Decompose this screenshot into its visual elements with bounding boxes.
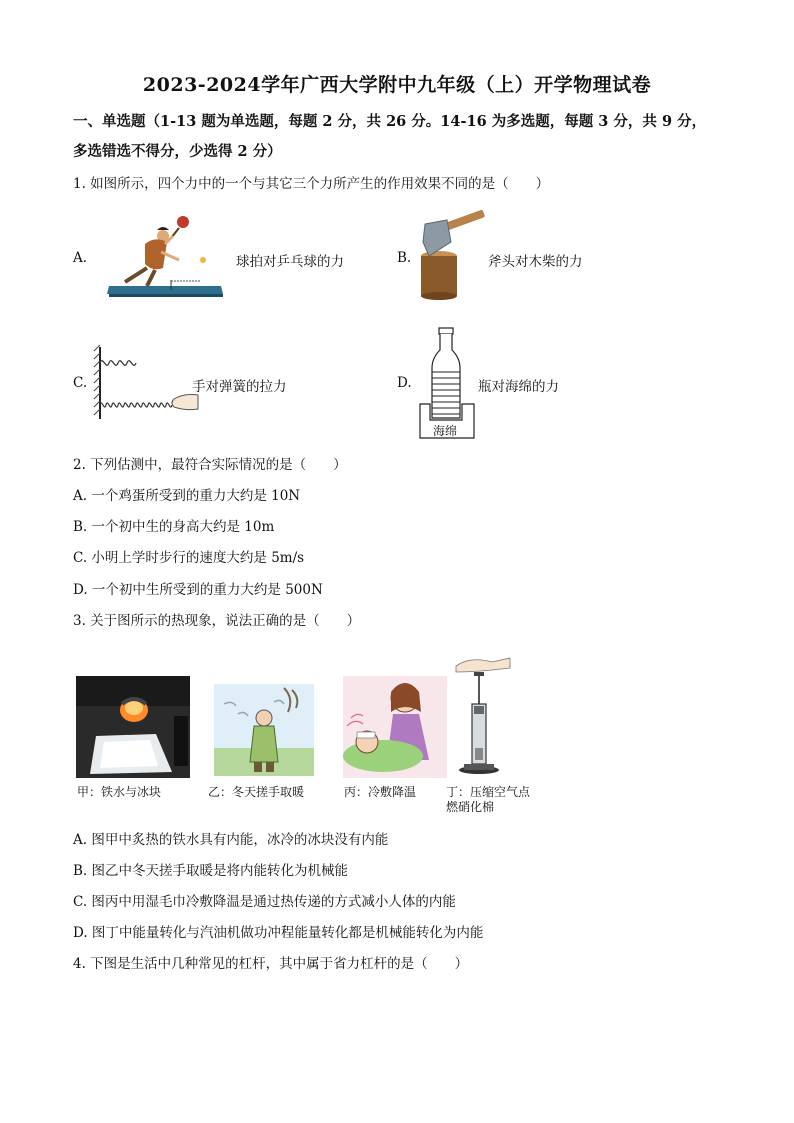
spring-hand-figure bbox=[90, 343, 200, 423]
q1-option-b-letter: B. bbox=[397, 250, 412, 266]
q2-option-a: A. 一个鸡蛋所受到的重力大约是 10N bbox=[73, 488, 301, 504]
question-3-stem: 3. 关于图所示的热现象，说法正确的是（ ） bbox=[73, 613, 361, 629]
q3-option-a: A. 图甲中炙热的铁水具有内能，冰冷的冰块没有内能 bbox=[73, 832, 389, 848]
q1-option-d-letter: D. bbox=[397, 375, 412, 391]
q2-option-c: C. 小明上学时步行的速度大约是 5m/s bbox=[73, 550, 305, 566]
rubbing-hands-cartoon bbox=[214, 684, 314, 776]
caption-bing: 丙：冷敷降温 bbox=[344, 785, 417, 799]
q1-option-c-text: 手对弹簧的拉力 bbox=[192, 379, 287, 395]
q3-option-b: B. 图乙中冬天搓手取暖是将内能转化为机械能 bbox=[73, 863, 349, 879]
q2-option-b: B. 一个初中生的身高大约是 10m bbox=[73, 519, 275, 535]
q2-option-d: D. 一个初中生所受到的重力大约是 500N bbox=[73, 582, 323, 598]
page-title: 2023-2024学年广西大学附中九年级（上）开学物理试卷 bbox=[142, 74, 652, 96]
sponge-label: 海绵 bbox=[433, 424, 458, 438]
section-heading-line1: 一、单选题（1-13 题为单选题，每题 2 分，共 26 分。14-16 为多选题，每题 3 分，共 9 分， bbox=[73, 113, 707, 130]
question-4-stem: 4. 下图是生活中几种常见的杠杆，其中属于省力杠杆的是（ ） bbox=[73, 956, 469, 972]
q3-option-c: C. 图丙中用湿毛巾冷敷降温是通过热传递的方式减小人体的内能 bbox=[73, 894, 456, 910]
question-1-stem: 1. 如图所示，四个力中的一个与其它三个力所产生的作用效果不同的是（ ） bbox=[73, 176, 550, 192]
axe-wood-figure bbox=[417, 212, 489, 302]
caption-ding-line1: 丁：压缩空气点 bbox=[446, 785, 531, 799]
air-compression-apparatus bbox=[452, 640, 514, 780]
table-tennis-figure bbox=[105, 212, 225, 300]
q1-option-b-text: 斧头对木柴的力 bbox=[488, 254, 583, 270]
q1-option-d-text: 瓶对海绵的力 bbox=[478, 379, 559, 395]
question-2-stem: 2. 下列估测中，最符合实际情况的是（ ） bbox=[73, 457, 347, 473]
q1-option-c-letter: C. bbox=[73, 375, 88, 391]
section-heading-line2: 多选错选不得分，少选得 2 分） bbox=[73, 143, 282, 160]
molten-iron-ice-photo bbox=[76, 676, 190, 778]
caption-ding-line2: 燃硝化棉 bbox=[446, 800, 495, 814]
caption-yi: 乙：冬天搓手取暖 bbox=[208, 785, 305, 799]
caption-jia: 甲：铁水与冰块 bbox=[77, 785, 162, 799]
q1-option-a-text: 球拍对乒乓球的力 bbox=[236, 254, 344, 270]
q1-option-a-letter: A. bbox=[73, 250, 88, 266]
q3-option-d: D. 图丁中能量转化与汽油机做功冲程能量转化都是机械能转化为内能 bbox=[73, 925, 484, 941]
cold-compress-cartoon bbox=[343, 676, 447, 778]
